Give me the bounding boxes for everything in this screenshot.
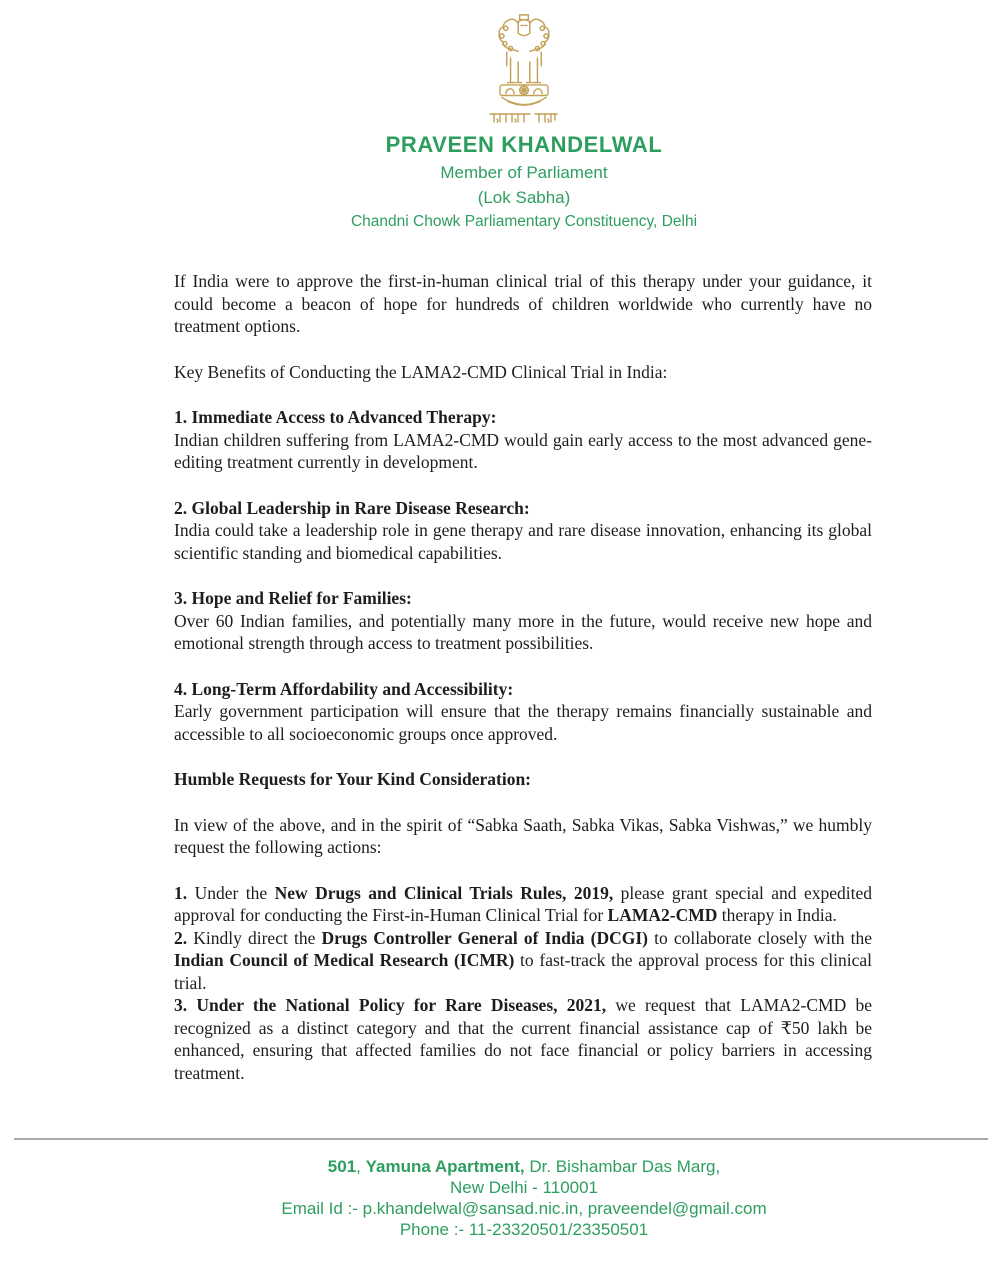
paragraph-humble-requests-heading: Humble Requests for Your Kind Consideration: [174, 769, 532, 789]
paragraph-benefit-1: 1. Immediate Access to Advanced Therapy: Indian children suffering from LAMA2-CMD would gain early access to the most advanced gene-editing treatment currently in development. [174, 407, 872, 472]
footer-divider [14, 1138, 988, 1140]
paragraph-request-2: 2. Kindly direct the Drugs Controller General of India (DCGI) to collaborate closely with the Indian Council of Medical Research (ICMR) to fast-track the approval process for this clinical trial. [174, 927, 873, 993]
mp-name: PRAVEEN KHANDELWAL [385, 132, 663, 157]
paragraph-requests-lead: In view of the above, and in the spirit of “Sabka Saath, Sabka Vikas, Sabka Vishwas,” we humbly request the following actions: [174, 814, 872, 857]
paragraph-key-benefits-lead: Key Benefits of Conducting the LAMA2-CMD Clinical Trial in India: [174, 361, 668, 382]
mp-house: (Lok Sabha) [477, 188, 571, 207]
paragraph-request-1: 1. Under the New Drugs and Clinical Trials Rules, 2019, please grant special and expedited approval for conducting the First-in-Human Clinical Trial for LAMA2-CMD therapy in India. [174, 882, 873, 925]
paragraph-benefit-3: 3. Hope and Relief for Families: Over 60 Indian families, and potentially many more in the future, would receive new hope and emotional strength through access to treatment possibilities. [174, 588, 872, 653]
address-line-1: 501, Yamuna Apartment, Dr. Bishambar Das Marg, [327, 1157, 721, 1176]
paragraph-benefit-2: 2. Global Leadership in Rare Disease Research: India could take a leadership role in gene therapy and rare disease innovation, enhancing its global scientific standing and biomedical capabilities. [174, 497, 872, 563]
letter-body [174, 270, 872, 1084]
letterhead [174, 12, 874, 231]
phone-line: Phone :- 11-23320501/23350501 [399, 1220, 649, 1239]
emblem-motto [174, 111, 874, 125]
paragraph-request-3: 3. Under the National Policy for Rare Diseases, 2021, we request that LAMA2-CMD be recognized as a distinct category and that the current financial assistance cap of ₹50 lakh be enhanced, ensuring that affected families do not face financial or policy barriers in accessing treatment. [174, 995, 872, 1083]
paragraph-intro: If India were to approve the first-in-human clinical trial of this therapy under your guidance, it could become a beacon of hope for hundreds of children worldwide who currently have no treatment options. [174, 271, 872, 336]
email-line: Email Id :- p.khandelwal@sansad.nic.in, praveendel@gmail.com [281, 1199, 767, 1218]
address-line-2: New Delhi - 110001 [449, 1178, 599, 1197]
paragraph-benefit-4: 4. Long-Term Affordability and Accessibility: Early government participation will ensure that the therapy remains financially sustainable and accessible to all socioeconomic groups once approved. [174, 678, 872, 744]
mp-title: Member of Parliament [440, 163, 608, 182]
ashoka-emblem-icon [174, 12, 874, 108]
footer-address-block [174, 1156, 874, 1240]
mp-constituency: Chandni Chowk Parliamentary Constituency, Delhi [350, 213, 698, 230]
